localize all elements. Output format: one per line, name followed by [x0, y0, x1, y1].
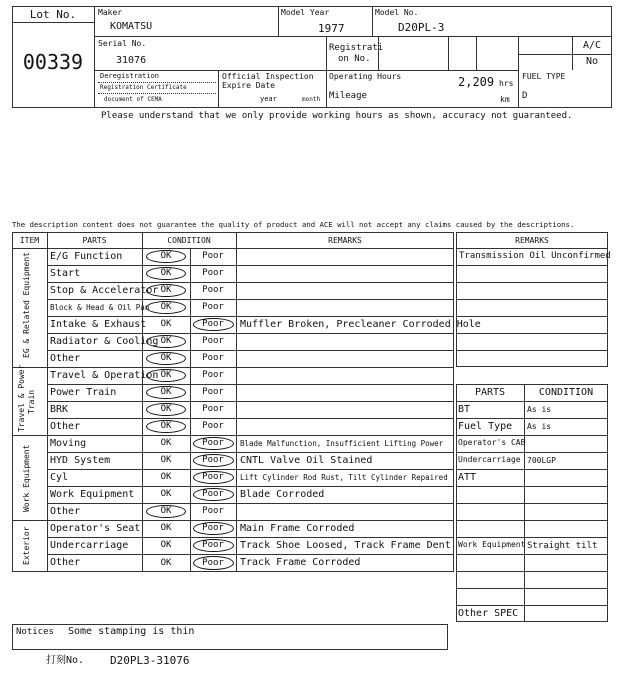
ok-option: OK [160, 336, 172, 346]
poor-option: Poor [202, 455, 224, 465]
hrs-unit: hrs [499, 79, 514, 88]
row-divider [456, 282, 608, 283]
reg-cert-label: Registration Certificate [100, 84, 187, 91]
part-label: Moving [50, 437, 87, 449]
mileage-label: Mileage [329, 91, 367, 101]
expire-date-label: Expire Date [222, 81, 275, 90]
remark-text: Track Frame Corroded [240, 557, 361, 568]
ac-value: No [586, 56, 599, 67]
ok-option: OK [160, 506, 172, 516]
group-label-eg: EG & Related Equipment [22, 252, 31, 358]
row-divider [47, 299, 454, 300]
ok-selected-circle [146, 386, 186, 399]
poor-option: Poor [202, 472, 224, 482]
right-part-label: BT [458, 404, 471, 415]
right-remark-text: Transmission Oil Unconfirmed [459, 251, 611, 261]
poor-option: Poor [202, 387, 224, 397]
registration-label-2: on No. [338, 54, 371, 64]
row-divider [47, 401, 454, 402]
row-divider [456, 503, 608, 504]
remark-text: Blade Malfunction, Insufficient Lifting Power [240, 438, 444, 448]
remark-text: Main Frame Corroded [240, 522, 355, 534]
row-divider [47, 282, 454, 283]
ok-option: OK [160, 523, 172, 533]
col-parts: PARTS [82, 236, 107, 245]
row-divider [456, 299, 608, 300]
ok-selected-circle [146, 403, 186, 416]
ok-option: OK [160, 370, 172, 380]
ok-option: OK [160, 319, 172, 329]
ok-option: OK [160, 404, 172, 414]
serial-no-label: Serial No. [98, 39, 147, 48]
right-part-label: Other SPEC [458, 608, 519, 619]
ok-option: OK [160, 285, 172, 295]
row-divider [47, 435, 454, 436]
ok-selected-circle [146, 301, 186, 314]
poor-option: Poor [202, 557, 224, 568]
fuel-type-label: FUEL TYPE [522, 72, 566, 81]
right-part-label: Undercarriage [458, 455, 521, 464]
part-label: Undercarriage [50, 539, 129, 551]
group-label-work: Work Equipment [22, 444, 31, 512]
part-label: Block & Head & Oil Pan [50, 302, 150, 312]
row-divider [456, 435, 608, 436]
maker-value: KOMATSU [110, 21, 153, 32]
group-label-travel: Travel & Power [17, 364, 26, 432]
row-divider [47, 520, 454, 521]
lot-no-value: 00339 [22, 50, 84, 74]
ok-option: OK [160, 540, 172, 550]
right-condition-value: As is [527, 405, 552, 414]
poor-option: Poor [202, 353, 224, 363]
ok-option: OK [160, 455, 172, 465]
poor-selected-circle [193, 437, 234, 450]
poor-option: Poor [202, 285, 224, 295]
poor-option: Poor [202, 421, 224, 431]
operating-hours-label: Operating Hours [329, 72, 402, 81]
row-divider [456, 350, 608, 351]
poor-selected-circle [193, 454, 234, 467]
col-condition: CONDITION [167, 236, 211, 245]
ok-option: OK [160, 421, 172, 431]
ok-selected-circle [146, 284, 186, 297]
right-part-label: ATT [458, 472, 477, 483]
official-inspection-label: Official Inspection [222, 72, 314, 81]
row-divider [456, 605, 608, 606]
right-condition-value: 700LGP [527, 456, 556, 465]
row-divider [47, 265, 454, 266]
ok-option: OK [160, 353, 172, 363]
ok-selected-circle [146, 267, 186, 280]
row-divider [47, 367, 454, 368]
registration-label: Registrati [329, 43, 384, 53]
row-divider [47, 486, 454, 487]
right-part-label: Work Equipment [458, 540, 526, 549]
poor-option: Poor [202, 319, 224, 329]
part-label: Stop & Accelerator [50, 284, 159, 296]
ok-option: OK [160, 302, 172, 312]
row-divider [456, 452, 608, 453]
row-divider [47, 452, 454, 453]
poor-selected-circle [193, 488, 234, 501]
part-label: Power Train [50, 386, 117, 398]
poor-selected-circle [193, 522, 234, 535]
right-part-label: Operator's CAB [458, 438, 526, 447]
row-divider [456, 418, 608, 419]
ok-option: OK [160, 489, 172, 499]
col-item: ITEM [19, 236, 40, 245]
ok-option: OK [160, 251, 172, 261]
fuel-type-value: D [522, 91, 528, 101]
part-label: E/G Function [50, 250, 123, 262]
poor-option: Poor [202, 523, 224, 533]
row-divider [456, 265, 608, 266]
model-year-label: Model Year [281, 8, 330, 17]
row-divider [47, 333, 454, 334]
part-label: Intake & Exhaust [50, 318, 147, 330]
month-label: month [302, 96, 321, 103]
group-label-exterior: Exterior [22, 526, 31, 566]
ok-option: OK [160, 268, 172, 278]
notices-label: Notices [16, 627, 54, 637]
ok-option: OK [160, 472, 172, 482]
remark-text: Blade Corroded [240, 488, 325, 500]
poor-selected-circle [193, 539, 234, 552]
part-label: Other [50, 557, 81, 568]
row-divider [456, 333, 608, 334]
row-divider [47, 350, 454, 351]
stamp-value: D20PL3-31076 [110, 654, 190, 667]
row-divider [47, 418, 454, 419]
part-label: Travel & Operation [50, 369, 159, 381]
part-label: Cyl [50, 471, 69, 483]
col-remarks: REMARKS [328, 236, 362, 245]
model-no-value: D20PL-3 [398, 21, 445, 34]
part-label: BRK [50, 403, 69, 415]
poor-option: Poor [202, 302, 224, 312]
km-unit: km [500, 95, 510, 104]
row-divider [456, 571, 608, 572]
part-label: Other [50, 420, 81, 432]
right-condition-value: Straight tilt [527, 541, 598, 551]
row-divider [47, 554, 454, 555]
right-col-condition: CONDITION [538, 387, 594, 398]
model-no-label: Model No. [375, 8, 419, 17]
ok-selected-circle [146, 250, 186, 263]
remark-text: CNTL Valve Oil Stained [240, 454, 373, 466]
row-divider [456, 469, 608, 470]
maker-label: Maker [98, 8, 123, 17]
row-divider [456, 486, 608, 487]
part-label: Operator's Seat [50, 522, 141, 534]
ok-option: OK [160, 557, 172, 568]
row-divider [456, 588, 608, 589]
part-label: Other [50, 352, 81, 364]
part-label: Radiator & Cooling [50, 335, 159, 347]
poor-option: Poor [202, 370, 224, 380]
right-remarks-header: REMARKS [515, 236, 549, 245]
year-label: year [260, 95, 277, 103]
poor-option: Poor [202, 336, 224, 346]
notices-text: Some stamping is thin [68, 626, 195, 637]
ok-option: OK [160, 438, 172, 448]
doc-cema-label: document of CEMA [104, 96, 162, 103]
ac-label: A/C [583, 40, 602, 51]
hours-note: Please understand that we only provide working hours as shown, accuracy not guaranteed. [101, 111, 573, 121]
poor-option: Poor [202, 404, 224, 414]
ok-selected-circle [146, 335, 186, 348]
lot-no-label: Lot No. [29, 8, 77, 21]
row-divider [47, 469, 454, 470]
poor-option: Poor [202, 506, 224, 516]
remark-text: Lift Cylinder Rod Rust, Tilt Cylinder Repaired [240, 472, 448, 482]
group-label-train: Train [27, 389, 36, 415]
part-label: HYD System [50, 454, 111, 466]
row-divider [47, 316, 454, 317]
right-part-label: Fuel Type [458, 421, 513, 432]
poor-selected-circle [193, 471, 234, 484]
stamp-label: 打刻No. [46, 655, 85, 666]
ok-selected-circle [146, 352, 186, 365]
deregistration-label: Deregistration [100, 72, 160, 80]
row-divider [47, 537, 454, 538]
row-divider [456, 554, 608, 555]
poor-option: Poor [202, 251, 224, 261]
poor-selected-circle [193, 318, 234, 331]
ok-option: OK [160, 387, 172, 397]
ok-selected-circle [146, 420, 186, 433]
poor-option: Poor [202, 438, 224, 448]
ok-selected-circle [146, 369, 186, 382]
remark-text: Muffler Broken, Precleaner Corroded Hole [240, 318, 481, 330]
disclaimer: The description content does not guarantee the quality of product and ACE will not accept any claims caused by the descriptions. [12, 220, 575, 229]
part-label: Start [50, 267, 81, 279]
right-col-parts: PARTS [474, 387, 506, 398]
serial-no-value: 31076 [116, 55, 147, 66]
operating-hours-value: 2,209 [458, 75, 495, 89]
row-divider [456, 316, 608, 317]
row-divider [456, 537, 608, 538]
model-year-value: 1977 [318, 22, 345, 35]
poor-option: Poor [202, 268, 224, 278]
row-divider [47, 384, 454, 385]
poor-selected-circle [193, 556, 234, 570]
poor-option: Poor [202, 489, 224, 499]
poor-option: Poor [202, 540, 224, 550]
row-divider [456, 520, 608, 521]
right-condition-value: As is [527, 422, 552, 431]
row-divider [47, 503, 454, 504]
part-label: Other [50, 505, 81, 517]
ok-selected-circle [146, 505, 186, 518]
remark-text: Track Shoe Loosed, Track Frame Dent [240, 539, 451, 551]
part-label: Work Equipment [50, 488, 135, 500]
